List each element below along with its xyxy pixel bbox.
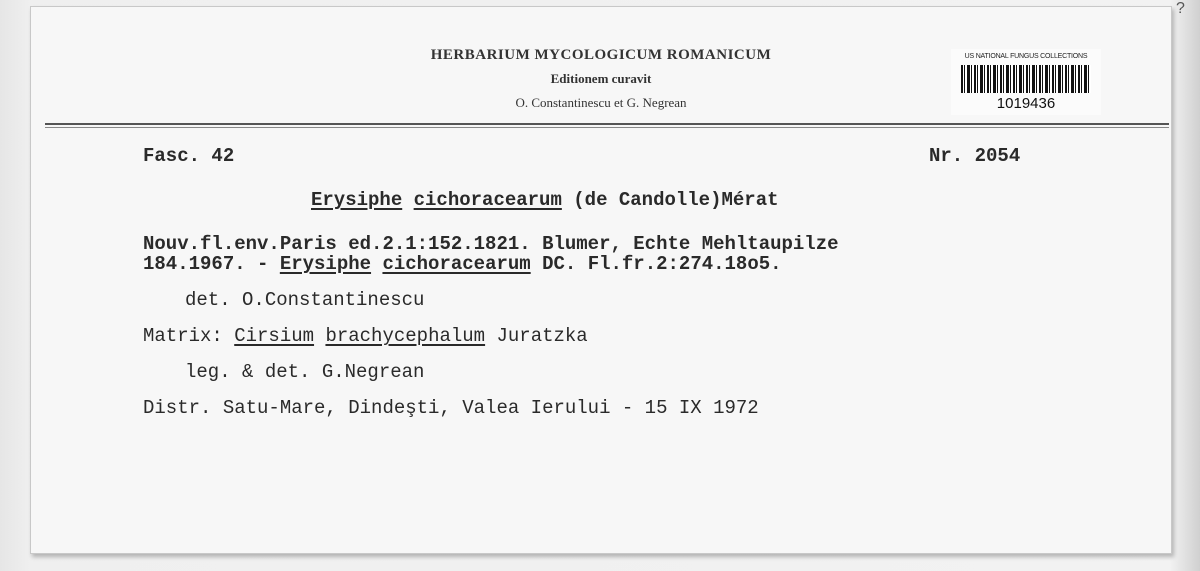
matrix-line [143, 325, 588, 347]
reference-line-1: Nouv.fl.env.Paris ed.2.1:152.1821. Blumer, Echte Mehltaupilze [143, 233, 839, 255]
reference-line-2-post: DC. Fl.fr.2:274.18o5. [530, 253, 782, 275]
header-divider [45, 123, 1169, 125]
barcode-caption: US NATIONAL FUNGUS COLLECTIONS [964, 53, 1088, 60]
species-epithet: cichoracearum [413, 189, 562, 211]
reference-line-2-pre: 184.1967. - [143, 253, 280, 275]
barcode-icon [961, 65, 1091, 93]
reference-genus: Erysiphe [279, 253, 372, 275]
barcode-number: 1019436 [996, 95, 1056, 112]
collector: leg. & det. G.Negrean [185, 361, 425, 383]
reference-epithet: cichoracearum [382, 253, 531, 275]
reference-line-2 [143, 253, 782, 275]
species-author: (de Candolle)Mérat [573, 189, 779, 211]
species-name [311, 189, 779, 211]
matrix-genus: Cirsium [234, 325, 315, 347]
header-divider-thin [45, 127, 1169, 128]
matrix-epithet: brachycephalum [325, 325, 486, 347]
specimen-number: Nr. 2054 [929, 145, 1021, 167]
matrix-label: Matrix: [143, 325, 235, 347]
fascicle-number: Fasc. 42 [143, 145, 235, 167]
species-genus: Erysiphe [311, 189, 403, 211]
header-title: HERBARIUM MYCOLOGICUM ROMANICUM [430, 47, 772, 63]
edge-mark: ? [1176, 0, 1185, 17]
matrix-author: Juratzka [485, 325, 588, 347]
header-subtitle: Editionem curavit [550, 71, 652, 86]
barcode-label [951, 49, 1101, 115]
distribution: Distr. Satu-Mare, Dindeşti, Valea Ierului - 15 IX 1972 [143, 397, 759, 419]
label-header [31, 7, 1171, 125]
header-editors: O. Constantinescu et G. Negrean [515, 95, 687, 110]
herbarium-label-card [30, 6, 1172, 554]
determiner: det. O.Constantinescu [185, 289, 425, 311]
